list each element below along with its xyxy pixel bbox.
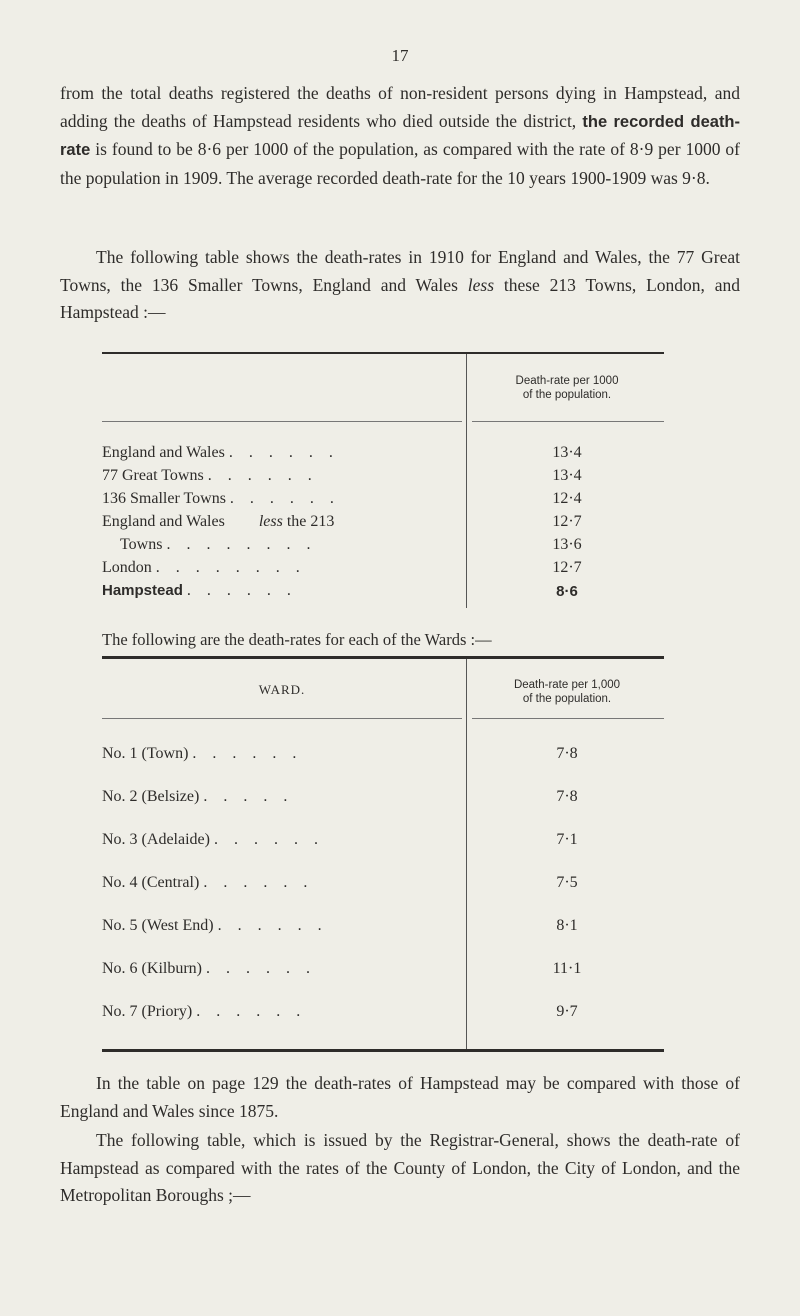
paragraph-page-reference bbox=[60, 1070, 740, 1125]
row-value: 13·4 bbox=[552, 444, 582, 461]
table-row bbox=[102, 1003, 306, 1021]
leader-dots: . . . . . bbox=[203, 788, 294, 805]
paragraph2-text-after: these 213 Towns, London, and Hampstead :— bbox=[60, 274, 741, 322]
leader-dots: . . . . . . bbox=[205, 960, 316, 977]
table1-top-rule bbox=[102, 352, 664, 354]
table-row bbox=[102, 467, 318, 485]
paragraph2-text-before: The following table shows the death-rates in 1910 for England and Wales, the 77 Great Towns, the 136 Smaller Towns, England and Wales bbox=[60, 247, 740, 295]
table-row bbox=[102, 917, 328, 935]
leader-dots: . . . . . . bbox=[186, 582, 297, 599]
row-label: No. 6 (Kilburn) bbox=[102, 960, 202, 977]
table-row bbox=[102, 444, 339, 462]
row-value: 13·6 bbox=[552, 536, 582, 553]
table2-header-rule-left bbox=[102, 718, 462, 719]
row-value: 7·1 bbox=[556, 831, 578, 848]
row-label: No. 3 (Adelaide) bbox=[102, 831, 210, 848]
row-value: 9·7 bbox=[556, 1003, 578, 1020]
row-value: 7·8 bbox=[556, 788, 578, 805]
table1-header bbox=[470, 374, 664, 402]
row-value: 12·7 bbox=[552, 513, 582, 530]
row-value: 13·4 bbox=[552, 467, 582, 484]
row-value: 11·1 bbox=[552, 960, 582, 977]
row-label-italic: less bbox=[258, 513, 283, 530]
paragraph-registrar-table bbox=[60, 1127, 740, 1210]
table-row bbox=[102, 559, 306, 577]
wards-intro: The following are the death-rates for each of the Wards :— bbox=[102, 630, 492, 649]
row-label: Hampstead bbox=[102, 582, 183, 599]
leader-dots: . . . . . . . . bbox=[166, 536, 317, 553]
paragraph3-text: In the table on page 129 the death-rates of Hampstead may be compared with those of England and Wales since 1875. bbox=[60, 1073, 740, 1121]
paragraph1-bold-text: the recorded death-rate bbox=[60, 112, 741, 159]
page-number: 17 bbox=[391, 46, 409, 65]
paragraph1-text-before: from the total deaths registered the deaths of non-resident persons dying in Hampstead, and adding the deaths of Hampstead residents who died outside the district, bbox=[60, 83, 740, 131]
row-label: Towns bbox=[120, 536, 163, 553]
table-row bbox=[102, 874, 313, 892]
row-label: England and Wales bbox=[102, 444, 225, 461]
paragraph-death-rate bbox=[60, 80, 740, 192]
leader-dots: . . . . . . bbox=[229, 490, 340, 507]
paragraph4-text: The following table, which is issued by the Registrar-General, shows the death-rate of Hampstead as compared with the rates of the County of London, the City of London, and the Metropolitan Boroughs ;— bbox=[60, 1130, 740, 1205]
table-row bbox=[102, 831, 324, 849]
leader-dots: . . . . . . bbox=[213, 831, 324, 848]
table-row bbox=[102, 745, 302, 763]
leader-dots: . . . . . . bbox=[228, 444, 339, 461]
paragraph2-italic-text: less bbox=[467, 274, 494, 295]
row-label: No. 5 (West End) bbox=[102, 917, 214, 934]
table1-column-divider bbox=[466, 354, 467, 608]
row-label: No. 2 (Belsize) bbox=[102, 788, 200, 805]
row-value: 8·6 bbox=[556, 583, 578, 600]
row-label: London bbox=[102, 559, 152, 576]
table2-column-divider bbox=[466, 659, 467, 1051]
paragraph-table-intro bbox=[60, 244, 740, 327]
leader-dots: . . . . . . bbox=[203, 874, 314, 891]
row-label: 136 Smaller Towns bbox=[102, 490, 226, 507]
table2-header-rule-right bbox=[472, 718, 664, 719]
table-row bbox=[120, 536, 316, 554]
leader-dots: . . . . . . bbox=[207, 467, 318, 484]
table2-bottom-rule bbox=[102, 1049, 664, 1052]
row-value: 7·5 bbox=[556, 874, 578, 891]
row-value: 8·1 bbox=[556, 917, 578, 934]
leader-dots: . . . . . . bbox=[192, 745, 303, 762]
leader-dots: . . . . . . . . bbox=[155, 559, 306, 576]
row-label: 77 Great Towns bbox=[102, 467, 204, 484]
table-row bbox=[102, 490, 340, 508]
row-label: No. 4 (Central) bbox=[102, 874, 200, 891]
row-value: 12·7 bbox=[552, 559, 582, 576]
table2-header-line1: Death-rate per 1,000 bbox=[513, 679, 621, 691]
table-row bbox=[102, 513, 458, 531]
table-row bbox=[102, 582, 297, 600]
row-label-after: the 213 bbox=[286, 513, 335, 530]
table2-top-rule bbox=[102, 656, 664, 659]
row-label: No. 7 (Priory) bbox=[102, 1003, 193, 1020]
table1-header-line1: Death-rate per 1000 bbox=[515, 375, 619, 387]
row-value: 12·4 bbox=[552, 490, 582, 507]
table-row bbox=[102, 788, 293, 806]
table-row bbox=[102, 960, 316, 978]
row-value: 7·8 bbox=[556, 745, 578, 762]
ward-column-header: WARD. bbox=[258, 682, 306, 697]
table1-header-rule-right bbox=[472, 421, 664, 422]
row-label: No. 1 (Town) bbox=[102, 745, 189, 762]
leader-dots: . . . . . . bbox=[217, 917, 328, 934]
table1-header-rule-left bbox=[102, 421, 462, 422]
table1-header-line2: of the population. bbox=[522, 389, 612, 401]
table2-header-line2: of the population. bbox=[522, 693, 612, 705]
row-label: England and Wales bbox=[102, 513, 225, 530]
table2-header bbox=[470, 678, 664, 706]
paragraph1-text-after: is found to be 8·6 per 1000 of the population, as compared with the rate of 8·9 per 1000 of the population in 1909. The average recorded death-rate for the 10 years 1900-1909 was 9·8. bbox=[60, 139, 741, 188]
leader-dots: . . . . . . bbox=[196, 1003, 307, 1020]
